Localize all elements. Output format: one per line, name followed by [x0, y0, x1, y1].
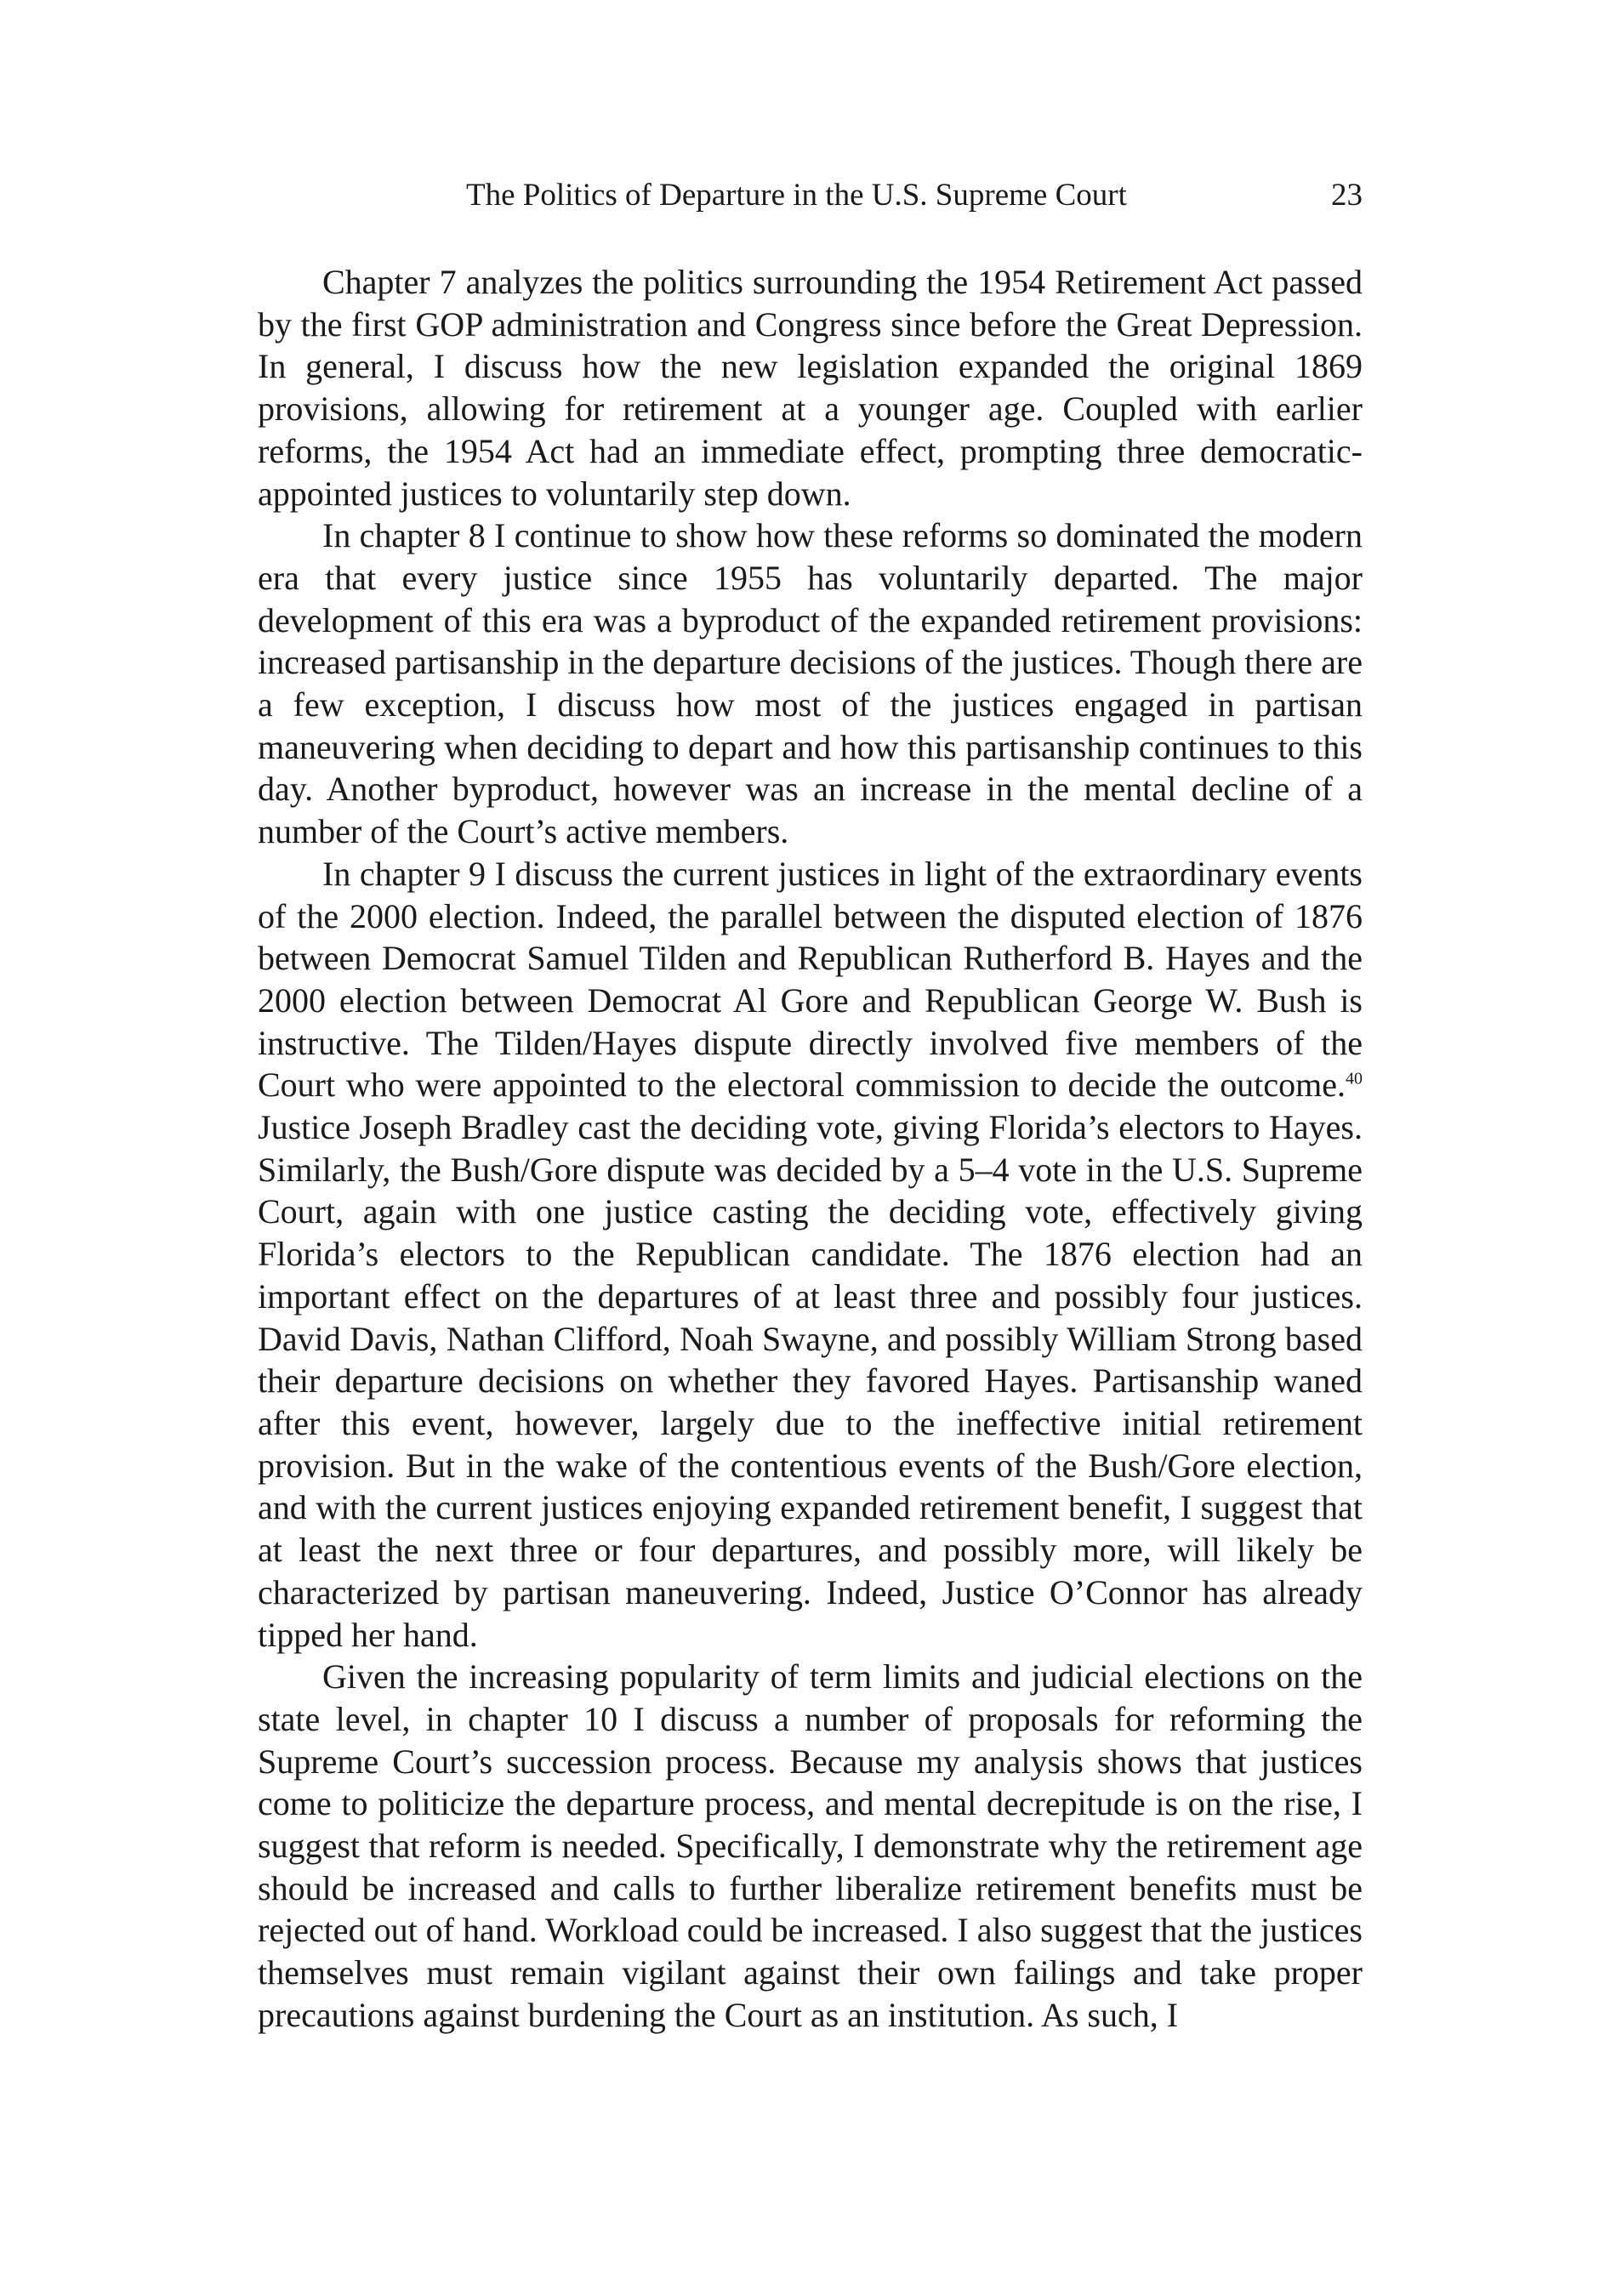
paragraph-chapter-8: In chapter 8 I continue to show how these reforms so dominated the modern era that every justice since 1955 has voluntarily departed. The major development of this era was a byproduct of the expanded retirement provisions: increased partisanship in the departure decisions of the justices. Though there are a few exception, I discuss how most of the justices engaged in partisan maneuvering when deciding to depart and how this partisanship continues to this day. Another byproduct, however was an increase in the mental decline of a number of the Court’s active members. — [258, 516, 1363, 851]
body-text — [258, 261, 1363, 2037]
running-title: The Politics of Departure in the U.S. Supreme Court — [466, 178, 1127, 213]
footnote-reference[interactable]: 40 — [1346, 1070, 1363, 1089]
running-head — [255, 174, 1363, 217]
paragraph-chapter-9-text-end: Justice Joseph Bradley cast the deciding vote, giving Florida’s electors to Hayes. Similarly, the Bush/Gore dispute was decided by a 5–4 vote in the U.S. Supreme Court, again with one justice casting the deciding vote, effectively giving Florida’s electors to the Republican candidate. The 1876 election had an important effect on the departures of at least three and possibly four justices. David Davis, Nathan Clifford, Noah Swayne, and possibly William Strong based their departure decisions on whether they favored Hayes. Partisanship waned after this event, however, largely due to the ineffective initial retirement provision. But in the wake of the contentious events of the Bush/Gore election, and with the current justices enjoying expanded retirement benefit, I suggest that at least the next three or four departures, and possibly more, will likely be characterized by partisan maneuvering. Indeed, Justice O’Connor has already tipped her hand. — [258, 1108, 1363, 1654]
paragraph-chapter-9-text-start: In chapter 9 I discuss the current justices in light of the extraordinary events of the 2000 election. Indeed, the parallel between the disputed election of 1876 between Democrat Samuel Tilden and Republican Rutherford B. Hayes and the 2000 election between Democrat Al Gore and Republican George W. Bush is instructive. The Tilden/Hayes dispute directly involved five members of the Court who were appointed to the electoral commission to decide the outcome. — [258, 854, 1363, 1105]
paragraph-chapter-7: Chapter 7 analyzes the politics surrounding the 1954 Retirement Act passed by the first GOP administration and Congress since before the Great Depression. In general, I discuss how the new legislation expanded the original 1869 provisions, allowing for retirement at a younger age. Coupled with earlier reforms, the 1954 Act had an immediate effect, prompting three democratic-appointed justices to voluntarily step down. — [258, 263, 1363, 513]
page-number: 23 — [1331, 178, 1363, 213]
paragraph-chapter-9 — [258, 853, 1363, 1656]
paragraph-chapter-10: Given the increasing popularity of term limits and judicial elections on the state level, in chapter 10 I discuss a number of proposals for reforming the Supreme Court’s succession process. Because my analysis shows that justices come to politicize the departure process, and mental decrepitude is on the rise, I suggest that reform is needed. Specifically, I demonstrate why the retirement age should be increased and calls to further liberalize retirement benefits must be rejected out of hand. Workload could be increased. I also suggest that the justices themselves must remain vigilant against their own failings and take proper precautions against burdening the Court as an institution. As such, I — [258, 1657, 1363, 2034]
